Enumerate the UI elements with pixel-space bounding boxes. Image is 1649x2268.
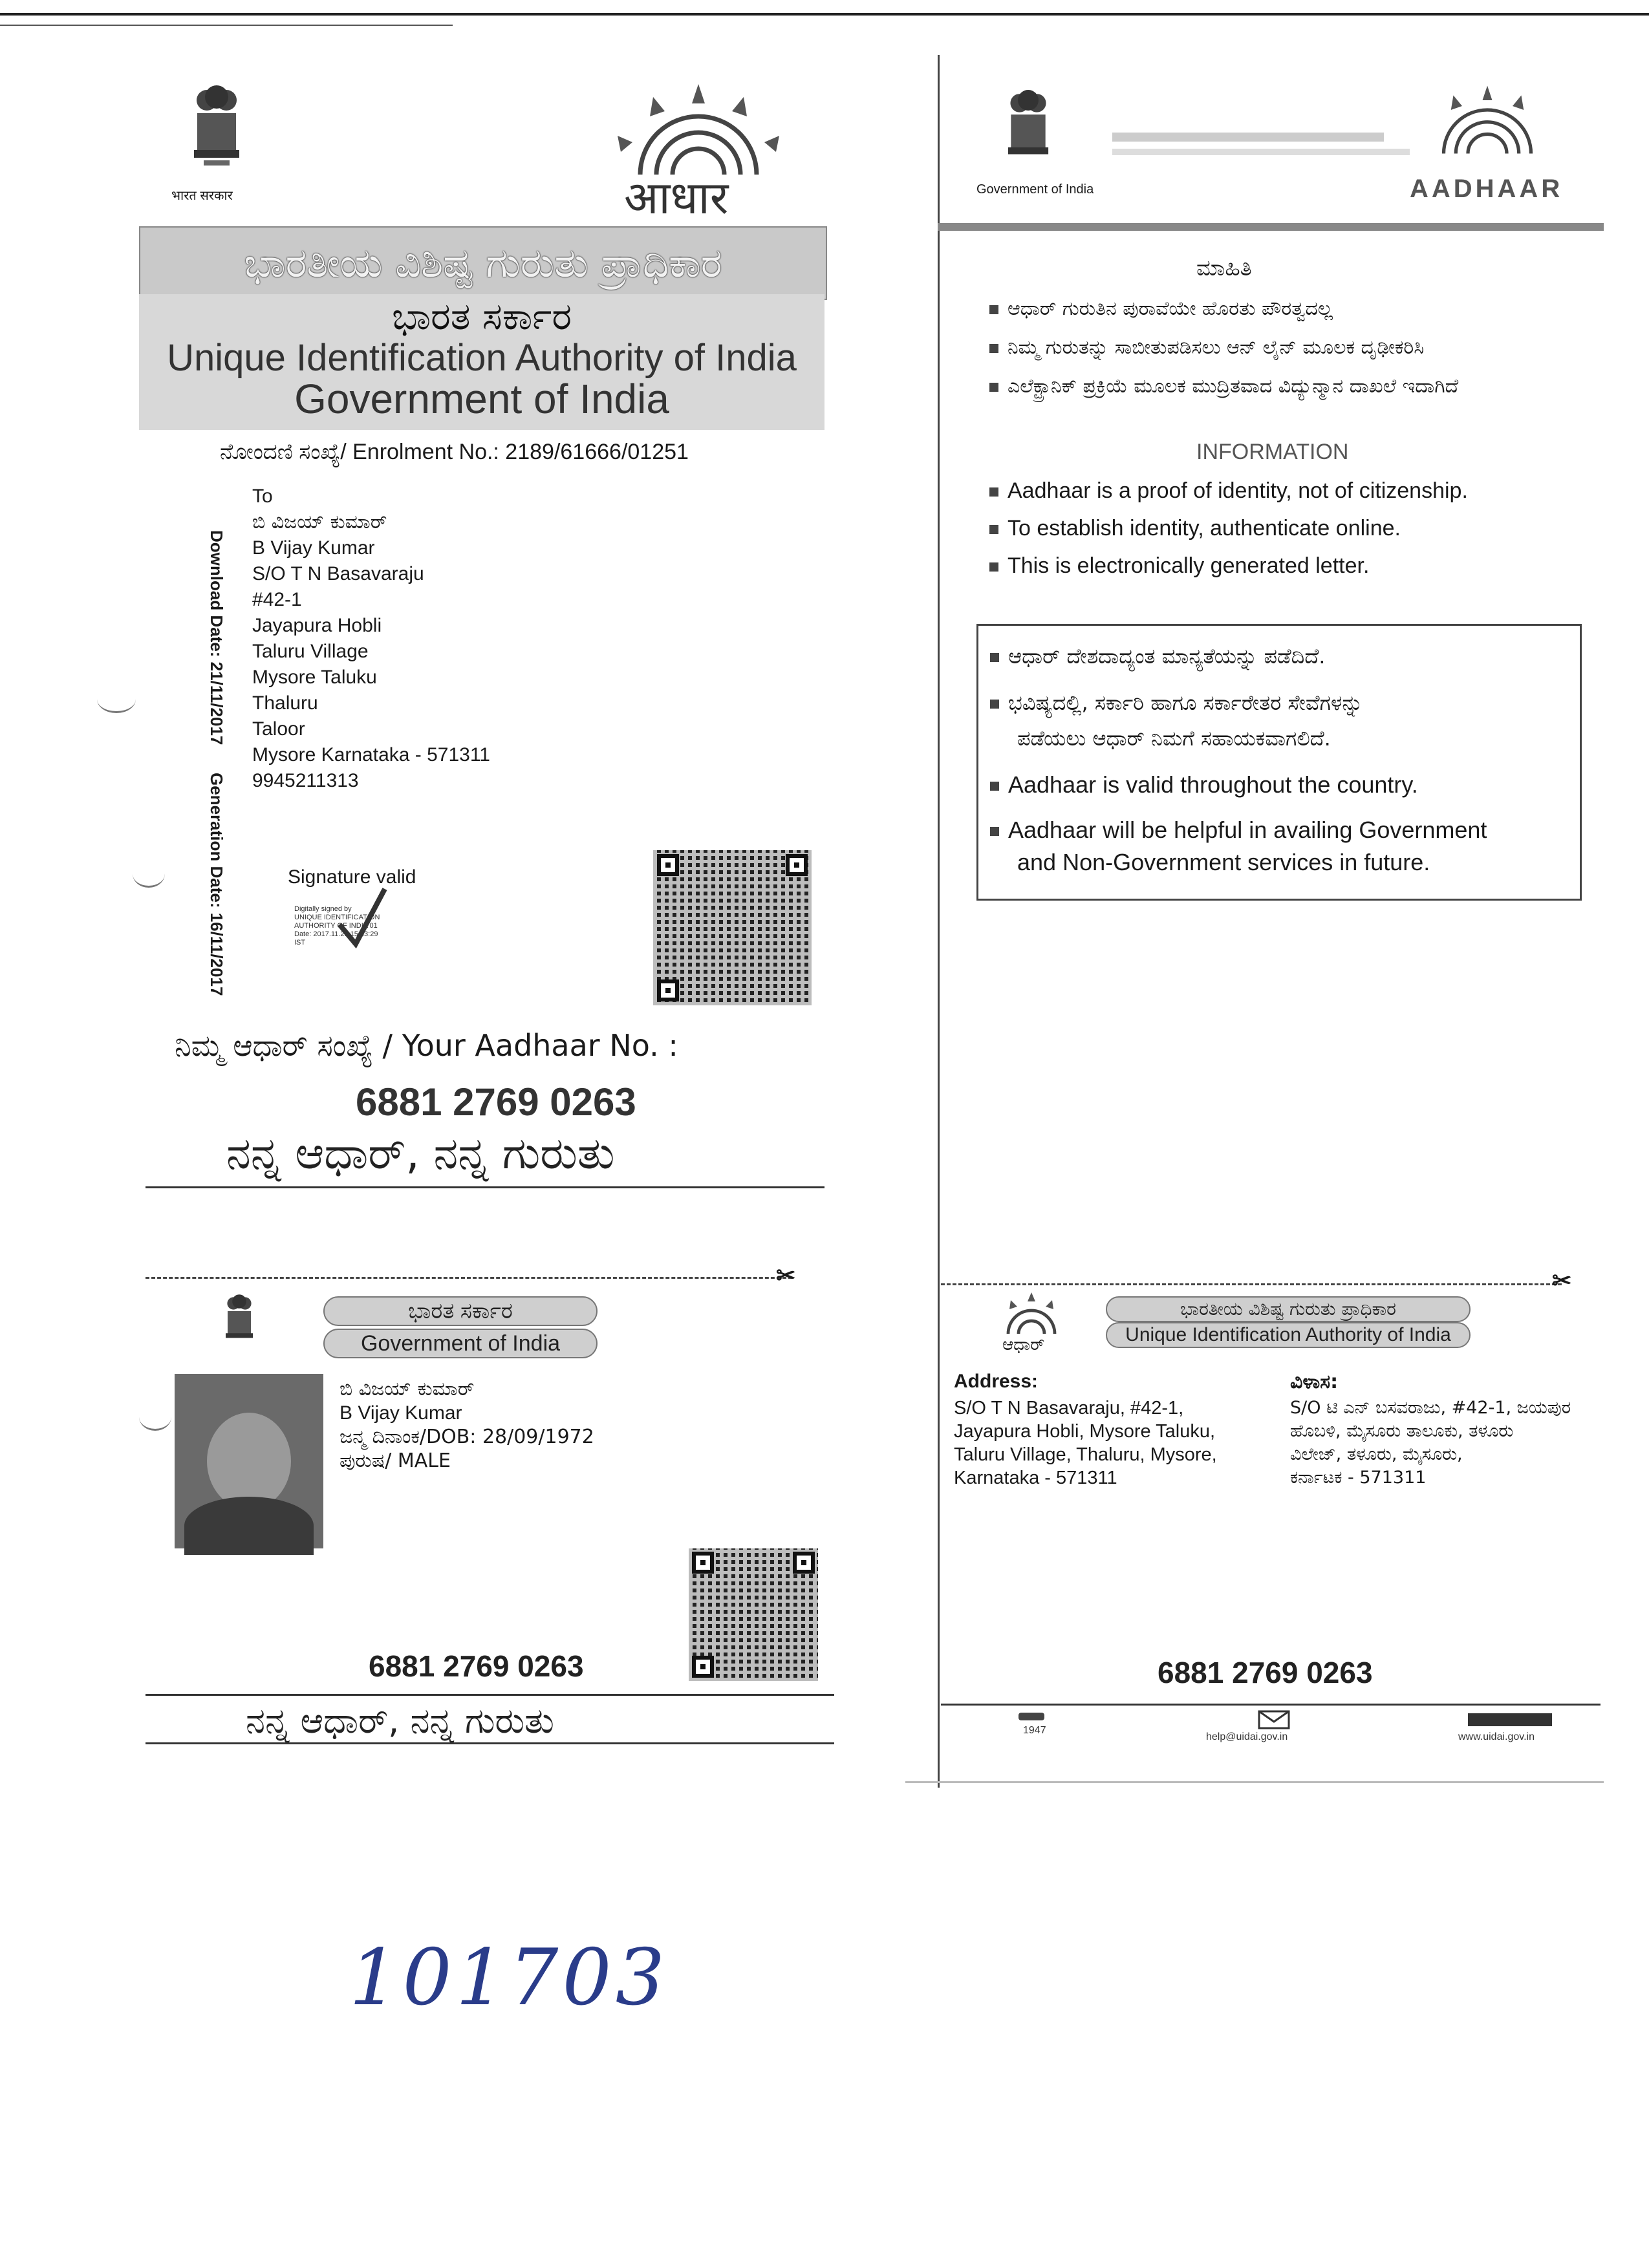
kannada-bullet: [989, 375, 1458, 398]
mail-icon: [1258, 1710, 1290, 1733]
bullet-icon: [989, 344, 998, 353]
right-aadhaar-logo-text: AADHAAR: [1410, 175, 1564, 203]
address-line: ಕರ್ನಾಟಕ - 571311: [1290, 1468, 1427, 1488]
card-qr-code-icon: [689, 1548, 818, 1681]
card-aadhaar-logo-text: ಆಧಾರ್: [1002, 1335, 1045, 1354]
divider: [146, 1186, 824, 1188]
address-line: ವಿಲೇಜ್, ತಳೂರು, ಮೈಸೂರು,: [1290, 1444, 1463, 1464]
address-kannada: [1290, 1396, 1571, 1490]
card-government-of-india: Government of India: [323, 1329, 598, 1358]
box-line-text: ಭವಿಷ್ಯದಲ್ಲಿ, ಸರ್ಕಾರಿ ಹಾಗೂ ಸರ್ಕಾರೇತರ ಸೇವೆಗಳನ್ನು: [1008, 690, 1363, 715]
english-bullet-text: Aadhaar is a proof of identity, not of citizenship.: [1008, 478, 1468, 503]
header-stripe: [1112, 149, 1410, 155]
address-line: 9945211313: [252, 770, 359, 791]
government-of-india-title: Government of India: [294, 376, 669, 422]
signature-detail-line: Date: 2017.11.21 15:33:29: [294, 930, 378, 938]
generation-date: Generation Date: 16/11/2017: [207, 773, 226, 996]
right-panel-border: [938, 55, 940, 1788]
checkmark-icon: [336, 886, 388, 950]
signature-valid-label: Signature valid: [288, 866, 416, 888]
aadhaar-logo-text: आधार: [624, 171, 729, 224]
punch-hole-mark: [133, 860, 165, 888]
web-icon: [1468, 1713, 1552, 1726]
bullet-icon: [989, 525, 998, 534]
top-border: [0, 13, 1649, 16]
address-line: Mysore Karnataka - 571311: [252, 744, 490, 765]
recipient-address: [252, 484, 490, 794]
address-line: ಹೊಬಳಿ, ಮೈಸೂರು ತಾಲೂಕು, ತಳೂರು: [1290, 1421, 1514, 1441]
bullet-icon: [990, 782, 999, 791]
right-cut-line: [941, 1283, 1562, 1285]
card-uidai-english: Unique Identification Authority of India: [1106, 1322, 1471, 1348]
phone-icon: [1015, 1710, 1048, 1726]
english-bullet-text: This is electronically generated letter.: [1008, 553, 1370, 578]
aadhaar-number: 6881 2769 0263: [356, 1080, 636, 1124]
box-line-text: ಆಧಾರ್ ದೇಶದಾದ್ಯಂತ ಮಾನ್ಯತೆಯನ್ನು ಪಡೆದಿದೆ.: [1008, 644, 1326, 669]
bullet-icon: [989, 487, 998, 497]
english-bullet: [989, 516, 1401, 541]
address-line: S/O ಟಿ ಎನ್ ಬಸವರಾಜು, #42-1, ಜಯಪುರ: [1290, 1398, 1571, 1418]
box-line-text: Aadhaar is valid throughout the country.: [1008, 771, 1418, 798]
kannada-bullet: [989, 297, 1333, 320]
signature-detail-line: UNIQUE IDENTIFICATION: [294, 914, 380, 921]
address-label-kannada: ವಿಳಾಸ:: [1290, 1371, 1339, 1393]
address-line: Karnataka - 571311: [954, 1468, 1117, 1488]
signature-detail-line: IST: [294, 939, 306, 947]
holder-gender: ಪುರುಷ/ MALE: [339, 1450, 451, 1472]
right-emblem-icon: [1002, 81, 1054, 175]
kannada-bullet: [989, 336, 1424, 359]
cut-line: [146, 1277, 792, 1279]
emblem-icon: [188, 78, 246, 178]
photo-shoulders: [184, 1497, 314, 1555]
holder-name: B Vijay Kumar: [339, 1402, 462, 1424]
footer-year: 1947: [1023, 1725, 1046, 1736]
address-line: Taluru Village, Thaluru, Mysore,: [954, 1444, 1217, 1465]
address-line: S/O T N Basavaraju, #42-1,: [954, 1398, 1184, 1418]
uidai-title: Unique Identification Authority of India: [167, 337, 797, 379]
right-aadhaar-logo-icon: [1403, 81, 1571, 181]
bullet-icon: [990, 653, 999, 662]
address-label: Address:: [954, 1371, 1039, 1392]
tagline: ನನ್ನ ಆಧಾರ್, ನನ್ನ ಗುರುತು: [226, 1128, 615, 1179]
address-line: Jayapura Hobli: [252, 615, 382, 636]
holder-name-kannada: ಬಿ ವಿಜಯ್ ಕುಮಾರ್: [339, 1378, 475, 1400]
address-line: Taluru Village: [252, 641, 369, 662]
holder-photo: [175, 1374, 323, 1548]
address-line: Mysore Taluku: [252, 667, 377, 688]
header-stripe: [1112, 133, 1384, 142]
information-heading: INFORMATION: [1196, 440, 1349, 464]
top-border-thin: [0, 25, 453, 26]
signature-detail-line: AUTHORITY OF INDIA 01: [294, 922, 378, 930]
bullet-icon: [989, 562, 998, 572]
bullet-icon: [989, 305, 998, 314]
punch-hole-mark: [97, 685, 136, 713]
emblem-small-icon: [220, 1290, 259, 1351]
english-bullet: [989, 553, 1369, 579]
card-aadhaar-number: 6881 2769 0263: [369, 1649, 584, 1683]
address-line: #42-1: [252, 589, 302, 610]
address-line: S/O T N Basavaraju: [252, 563, 424, 584]
right-header-bar: [938, 223, 1604, 231]
bullet-icon: [990, 827, 999, 836]
english-bullet-text: To establish identity, authenticate online.: [1008, 516, 1401, 540]
address-line: To: [252, 486, 273, 507]
box-line: [990, 644, 1325, 669]
address-english: [954, 1396, 1217, 1490]
card-bottom-border: [146, 1742, 834, 1744]
box-line: and Non-Government services in future.: [1017, 849, 1430, 875]
kannada-bullet-text: ಎಲೆಕ್ಟ್ರಾನಿಕ್ ಪ್ರಕ್ರಿಯೆ ಮೂಲಕ ಮುದ್ರಿತವಾದ ವಿದ್ಯುನ್ಮಾನ ದಾಖಲೆ ಇದಾಗಿದೆ: [1008, 375, 1459, 398]
uidai-kannada-banner: ಭಾರತೀಯ ವಿಶಿಷ್ಟ ಗುರುತು ಪ್ರಾಧಿಕಾರ: [139, 226, 827, 300]
address-line: ಬಿ ವಿಜಯ್ ಕುಮಾರ್: [252, 511, 387, 533]
box-line: [990, 690, 1363, 716]
box-line: [990, 817, 1487, 844]
right-card-bottom-border: [905, 1781, 1604, 1783]
box-line-text: Aadhaar will be helpful in availing Government: [1008, 817, 1487, 843]
download-date: Download Date: 21/11/2017: [207, 530, 226, 745]
address-line: B Vijay Kumar: [252, 537, 375, 559]
scissors-icon: ✂: [776, 1262, 796, 1289]
right-card-aadhaar-number: 6881 2769 0263: [1158, 1656, 1373, 1689]
aadhaar-validity-box: [976, 624, 1582, 901]
box-line: ಪಡೆಯಲು ಆಧಾರ್ ನಿಮಗೆ ಸಹಾಯಕವಾಗಲಿದೆ.: [1017, 726, 1331, 751]
footer-website: www.uidai.gov.in: [1458, 1731, 1535, 1742]
signature-detail-line: Digitally signed by: [294, 905, 352, 913]
card-tagline: ನನ್ನ ಆಧಾರ್, ನನ್ನ ಗುರುತು: [246, 1700, 554, 1741]
kannada-government-title: ಭಾರತ ಸರ್ಕಾರ: [391, 294, 572, 338]
english-bullet: [989, 478, 1468, 504]
qr-code-icon: [653, 850, 812, 1005]
enrolment-number: ನೋಂದಣಿ ಸಂಖ್ಯೆ/ Enrolment No.: 2189/61666/01251: [220, 440, 689, 464]
address-line: Taloor: [252, 718, 305, 740]
punch-hole-mark: [139, 1403, 171, 1431]
holder-dob: ಜನ್ಮ ದಿನಾಂಕ/DOB: 28/09/1972: [339, 1426, 594, 1448]
card-kannada-govt: ಭಾರತ ಸರ್ಕಾರ: [323, 1296, 598, 1326]
kannada-bullet-text: ಆಧಾರ್ ಗುರುತಿನ ಪುರಾವೆಯೇ ಹೊರತು ಪೌರತ್ವದಲ್ಲ: [1008, 297, 1333, 320]
emblem-caption: भारत सरकार: [171, 189, 233, 203]
card-divider: [146, 1694, 834, 1696]
box-line: [990, 771, 1418, 798]
address-line: Jayapura Hobli, Mysore Taluku,: [954, 1421, 1216, 1442]
footer-email: help@uidai.gov.in: [1206, 1731, 1288, 1742]
card-holder-details: [339, 1377, 594, 1473]
bullet-icon: [989, 383, 998, 392]
card-uidai-kannada: ಭಾರತೀಯ ವಿಶಿಷ್ಟ ಗುರುತು ಪ್ರಾಧಿಕಾರ: [1106, 1296, 1471, 1322]
bullet-icon: [990, 700, 999, 709]
right-card-divider: [941, 1704, 1600, 1706]
right-scissors-icon: ✂: [1552, 1267, 1572, 1294]
mahiti-heading: ಮಾಹಿತಿ: [1196, 255, 1252, 281]
address-line: Thaluru: [252, 692, 318, 714]
handwritten-number: 101703: [349, 1933, 669, 2023]
photo-head: [207, 1413, 291, 1510]
right-emblem-caption: Government of India: [976, 182, 1094, 197]
your-aadhaar-label: ನಿಮ್ಮ ಆಧಾರ್ ಸಂಖ್ಯೆ / Your Aadhaar No. :: [175, 1028, 678, 1063]
kannada-bullet-text: ನಿಮ್ಮ ಗುರುತನ್ನು ಸಾಬೀತುಪಡಿಸಲು ಆನ್ ಲೈನ್ ಮೂಲಕ ದೃಢೀಕರಿಸಿ: [1008, 336, 1425, 359]
